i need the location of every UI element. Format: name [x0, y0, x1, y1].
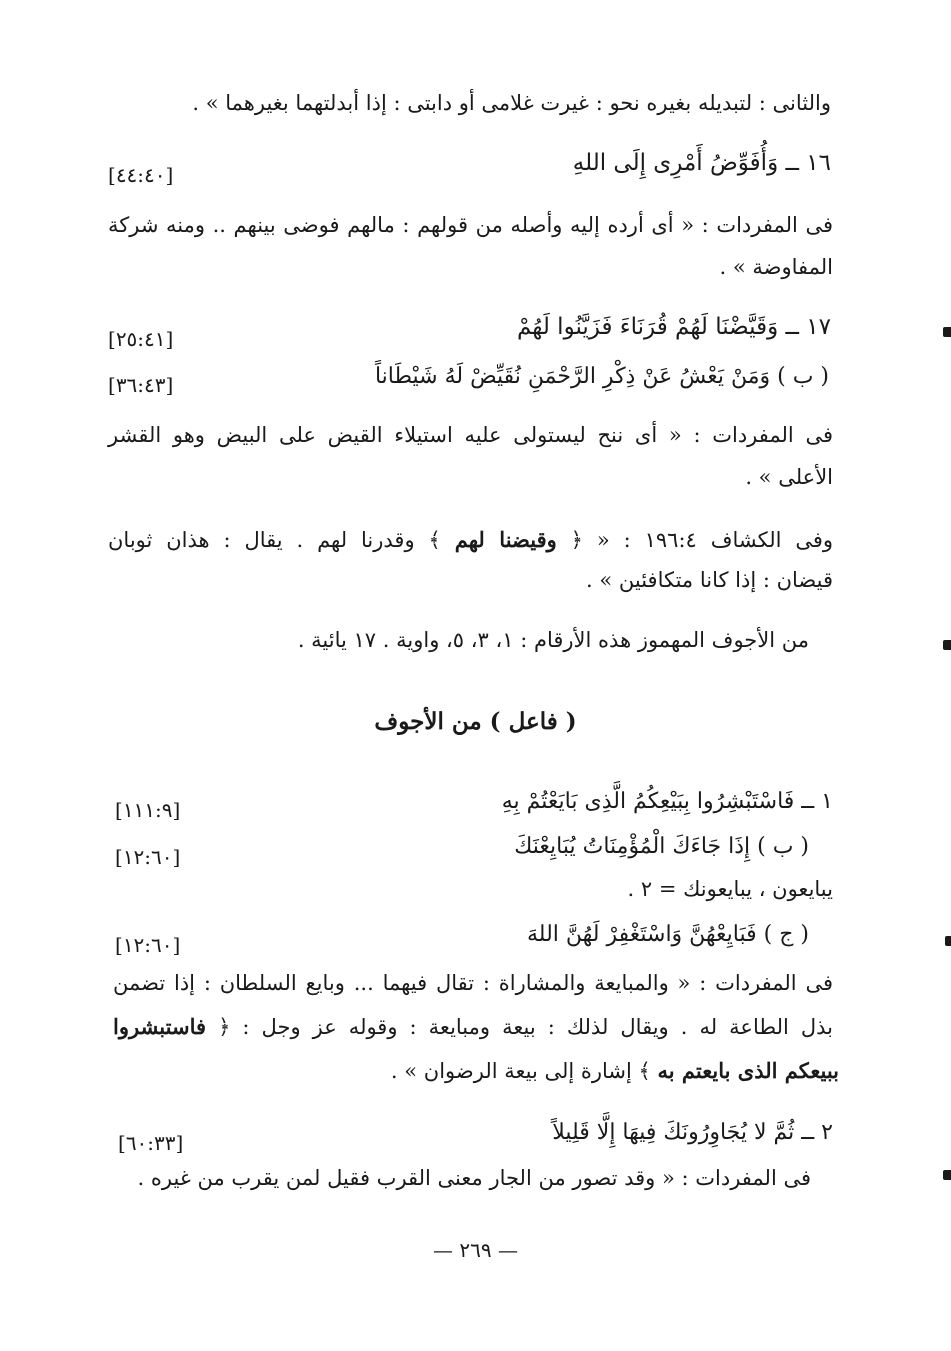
text-segment: وفى الكشاف ١٩٦:٤ : « ﴿ [556, 528, 834, 552]
verse-reference: [٦٠:٣٣] [118, 1131, 184, 1155]
verse-reference: [١١١:٩] [115, 798, 181, 822]
text-line: الأعلى » . [745, 465, 833, 489]
text-line: فى المفردات : « أى أرده إليه وأصله من قولهم : مالهم فوضى بينهم .. ومنه شركة [108, 213, 833, 237]
margin-mark [943, 327, 951, 337]
verse-reference: [١٢:٦٠] [115, 845, 181, 869]
quran-quote: فاستبشروا [113, 1014, 207, 1039]
text-line: فى المفردات : « أى ننح ليستولى عليه استيلاء القيض على البيض وهو القشر [108, 423, 833, 447]
text-line: والثانى : لتبديله بغيره نحو : غيرت غلامى أو دابتى : إذا أبدلتهما بغيرهما » . [192, 91, 831, 115]
text-segment: بذل الطاعة له . ويقال لذلك : بيعة ومبايعة : وقوله عز وجل : ﴿ [206, 1015, 833, 1039]
quran-quote: ببيعكم الذى بايعتم به [657, 1058, 839, 1083]
text-segment: ﴾ إشارة إلى بيعة الرضوان » . [390, 1059, 658, 1083]
margin-mark [943, 1170, 951, 1180]
margin-mark [945, 936, 951, 946]
text-line: يبايعون ، يبايعونك = ٢ . [627, 877, 833, 901]
verse-reference: [٤٤:٤٠] [108, 163, 174, 187]
section-heading: ( فاعل ) من الأجوف [374, 708, 577, 735]
text-line [391, 1056, 839, 1086]
verse-line: ٢ ــ ثُمَّ لا يُجَاوِرُونَكَ فِيهَا إِلَّا قَلِيلاً [552, 1120, 833, 1145]
verse-line: ١ ــ فَاسْتَبْشِرُوا بِبَيْعِكُمُ الَّذِى بَايَعْتُمْ بِهِ [501, 789, 833, 814]
text-line: قيضان : إذا كانا متكافئين » . [586, 568, 833, 592]
verse-line: ١٦ ــ وَأُفَوِّضُ أَمْرِى إِلَى اللهِ [572, 150, 831, 176]
verse-line: ( ب ) وَمَنْ يَعْشُ عَنْ ذِكْرِ الرَّحْمَنِ نُقَيِّضْ لَهُ شَيْطَاناً [374, 364, 829, 389]
verse-reference: [٢٥:٤١] [108, 327, 174, 351]
text-line: من الأجوف المهموز هذه الأرقام : ١، ٣، ٥، واوية . ١٧ يائية . [297, 628, 809, 652]
verse-reference: [١٢:٦٠] [115, 933, 181, 957]
verse-line: ١٧ ــ وَقَيَّضْنَا لَهُمْ قُرَنَاءَ فَزَيَّنُوا لَهُمْ [516, 314, 831, 340]
text-line: فى المفردات : « والمبايعة والمشاراة : تقال فيهما ... وبايع السلطان : إذا تضمن [113, 971, 833, 995]
verse-reference: [٣٦:٤٣] [108, 373, 174, 397]
text-segment: ﴾ وقدرنا لهم . يقال : هذان ثوبان [108, 528, 455, 552]
page-number: — ٢٦٩ — [433, 1238, 518, 1262]
text-line [108, 525, 833, 555]
text-line: فى المفردات : « وقد تصور من الجار معنى القرب فقيل لمن يقرب من غيره . [137, 1166, 811, 1190]
verse-line: ( ج ) فَبَايِعْهُنَّ وَاسْتَغْفِرْ لَهُنَّ اللهَ [527, 922, 809, 947]
quran-quote: وقيضنا لهم [454, 527, 557, 552]
text-line [113, 1012, 833, 1042]
verse-line: ( ب ) إِذَا جَاءَكَ الْمُؤْمِنَاتُ يُبَايِعْنَكَ [514, 834, 809, 859]
margin-mark [943, 640, 951, 650]
text-line: المفاوضة » . [719, 255, 833, 279]
